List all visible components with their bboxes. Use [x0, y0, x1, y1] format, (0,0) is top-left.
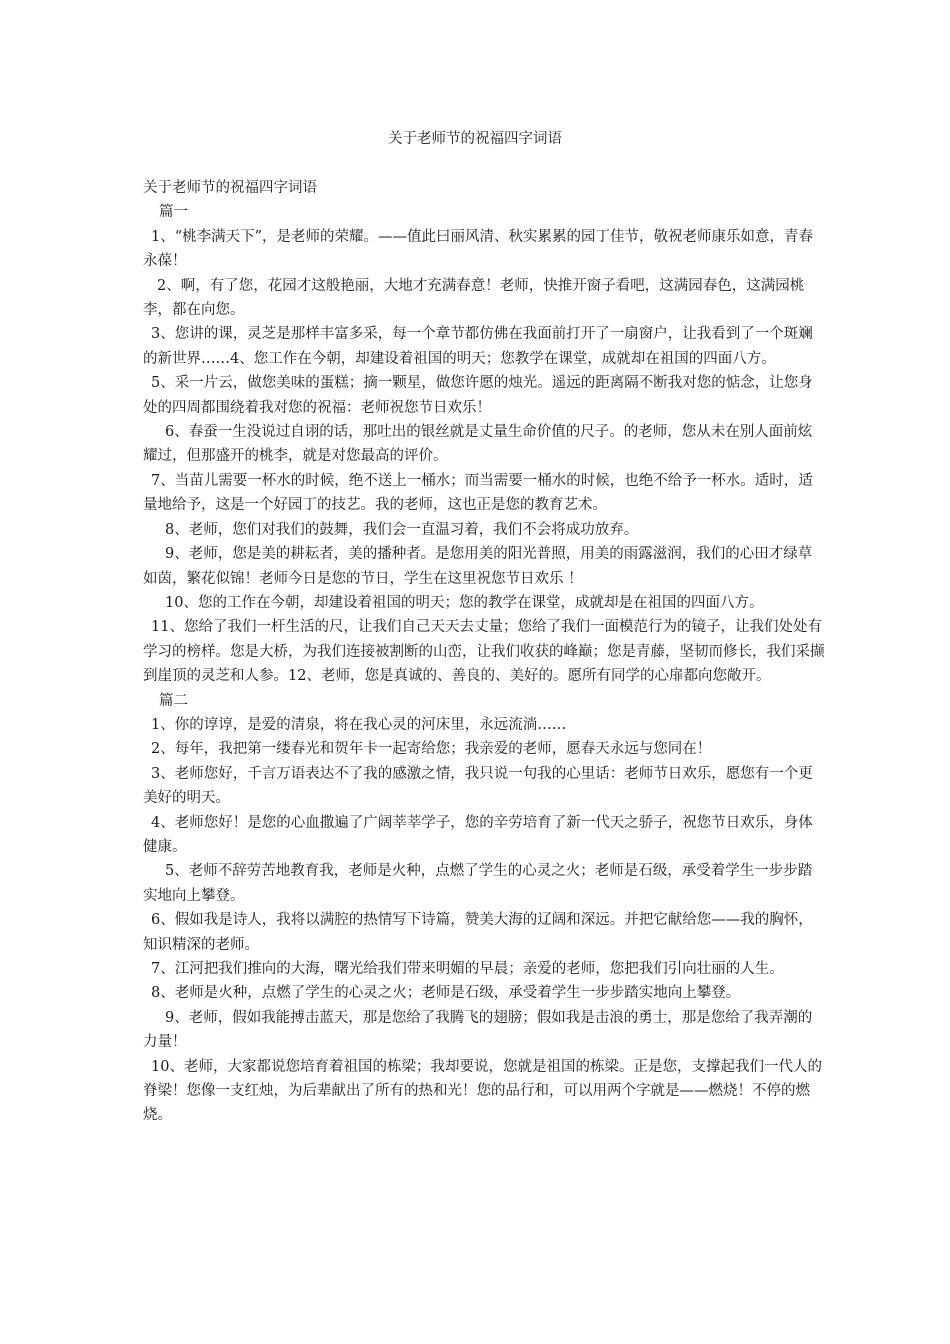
list-item: 7、当苗儿需要一杯水的时候，绝不送上一桶水；而当需要一桶水的时候，也绝不给予一杯水。适时，适量地给予，这是一个好园丁的技艺。我的老师，这也正是您的教育艺术。	[143, 472, 813, 514]
list-item: 8、老师是火种，点燃了学生的心灵之火；老师是石级，承受着学生一步步踏实地向上攀登。	[151, 985, 741, 1002]
list-item: 4、老师您好！是您的心血撒遍了广阔莘莘学子，您的辛劳培育了新一代天之骄子，祝您节日欢乐，身体健康。	[143, 814, 813, 855]
list-item: 10、老师，大家都说您培育着祖国的栋梁；我却要说，您就是祖国的栋梁。正是您，支撑起我们一代人的脊梁！您像一支红烛，为后辈献出了所有的热和光！您的品行和，可以用两个字就是——燃烧！不停的燃烧。	[143, 1058, 822, 1124]
list-item: 3、老师您好，千言万语表达不了我的感激之情，我只说一句我的心里话：老师节日欢乐，愿您有一个更美好的明天。	[143, 765, 813, 807]
list-item: 2、每年，我把第一缕春光和贺年卡一起寄给您；我亲爱的老师，愿春天永远与您同在！	[151, 741, 712, 758]
list-item: 7、江河把我们推向的大海，曙光给我们带来明媚的早晨；亲爱的老师，您把我们引向壮丽的人生。	[151, 961, 784, 977]
document-title: 关于老师节的祝福四字词语	[388, 131, 562, 147]
list-item: 1、你的谆谆，是爱的清泉，将在我心灵的河床里，永远流淌……	[151, 716, 567, 733]
list-item: 5、老师不辞劳苦地教育我，老师是火种，点燃了学生的心灵之火；老师是石级，承受着学生一步步踏实地向上攀登。	[143, 863, 813, 904]
section-heading: 篇一	[159, 204, 188, 221]
section-heading: 篇二	[159, 692, 188, 709]
list-item: 9、老师，您是美的耕耘者，美的播种者。是您用美的阳光普照，用美的雨露滋润，我们的心田才绿草如茵，繁花似锦！老师今日是您的节日，学生在这里祝您节日欢乐 ！	[143, 546, 813, 587]
list-item: 6、春蚕一生没说过自诩的话，那吐出的银丝就是丈量生命价值的尺子。的老师，您从未在别人面前炫耀过，但那盛开的桃李，就是对您最高的评价。	[143, 424, 813, 465]
list-item: 3、您讲的课，灵芝是那样丰富多采，每一个章节都仿佛在我面前打开了一扇窗户，让我看到了一个斑斓的新世界……4、您工作在今朝，却建设着祖国的明天；您教学在课堂，成就却在祖国的四面八方。	[143, 326, 813, 367]
document-body	[143, 176, 825, 1128]
list-item: 8、老师，您们对我们的鼓舞，我们会一直温习着，我们不会将成功放弃。	[165, 521, 639, 538]
list-item: 6、假如我是诗人，我将以满腔的热情写下诗篇，赞美大海的辽阔和深远。并把它献给您——我的胸怀，知识精深的老师。	[143, 912, 813, 953]
list-item: 1、“桃李满天下”，是老师的荣耀。——值此曰丽风清、秋实累累的园丁佳节，敬祝老师康乐如意，青春永葆！	[143, 228, 814, 270]
list-item: 9、老师，假如我能搏击蓝天，那是您给了我腾飞的翅膀；假如我是击浪的勇士，那是您给了我弄潮的力量！	[143, 1009, 813, 1051]
list-item: 11、您给了我们一杆生活的尺，让我们自己天天去丈量；您给了我们一面模范行为的镜子，让我们处处有学习的榜样。您是大桥，为我们连接被割断的山峦，让我们收获的峰巅；您是青藤，坚韧而修长，我们采撷到崖顶的灵芝和人参。12、老师，您是真诚的、善良的、美好的。愿所有同学的心扉都向您敞开。	[143, 619, 825, 685]
list-item: 2、啊，有了您，花园才这般艳丽，大地才充满春意！老师，快推开窗子看吧，这满园春色，这满园桃李，都在向您。	[143, 277, 805, 319]
document-subtitle: 关于老师节的祝福四字词语	[143, 180, 317, 196]
list-item: 5、采一片云，做您美味的蛋糕；摘一颗星，做您许愿的烛光。遥远的距离隔不断我对您的惦念，让您身处的四周都围绕着我对您的祝福：老师祝您节日欢乐！	[143, 375, 813, 416]
list-item: 10、您的工作在今朝，却建设着祖国的明天；您的教学在课堂，成就却是在祖国的四面八方。	[165, 594, 764, 611]
